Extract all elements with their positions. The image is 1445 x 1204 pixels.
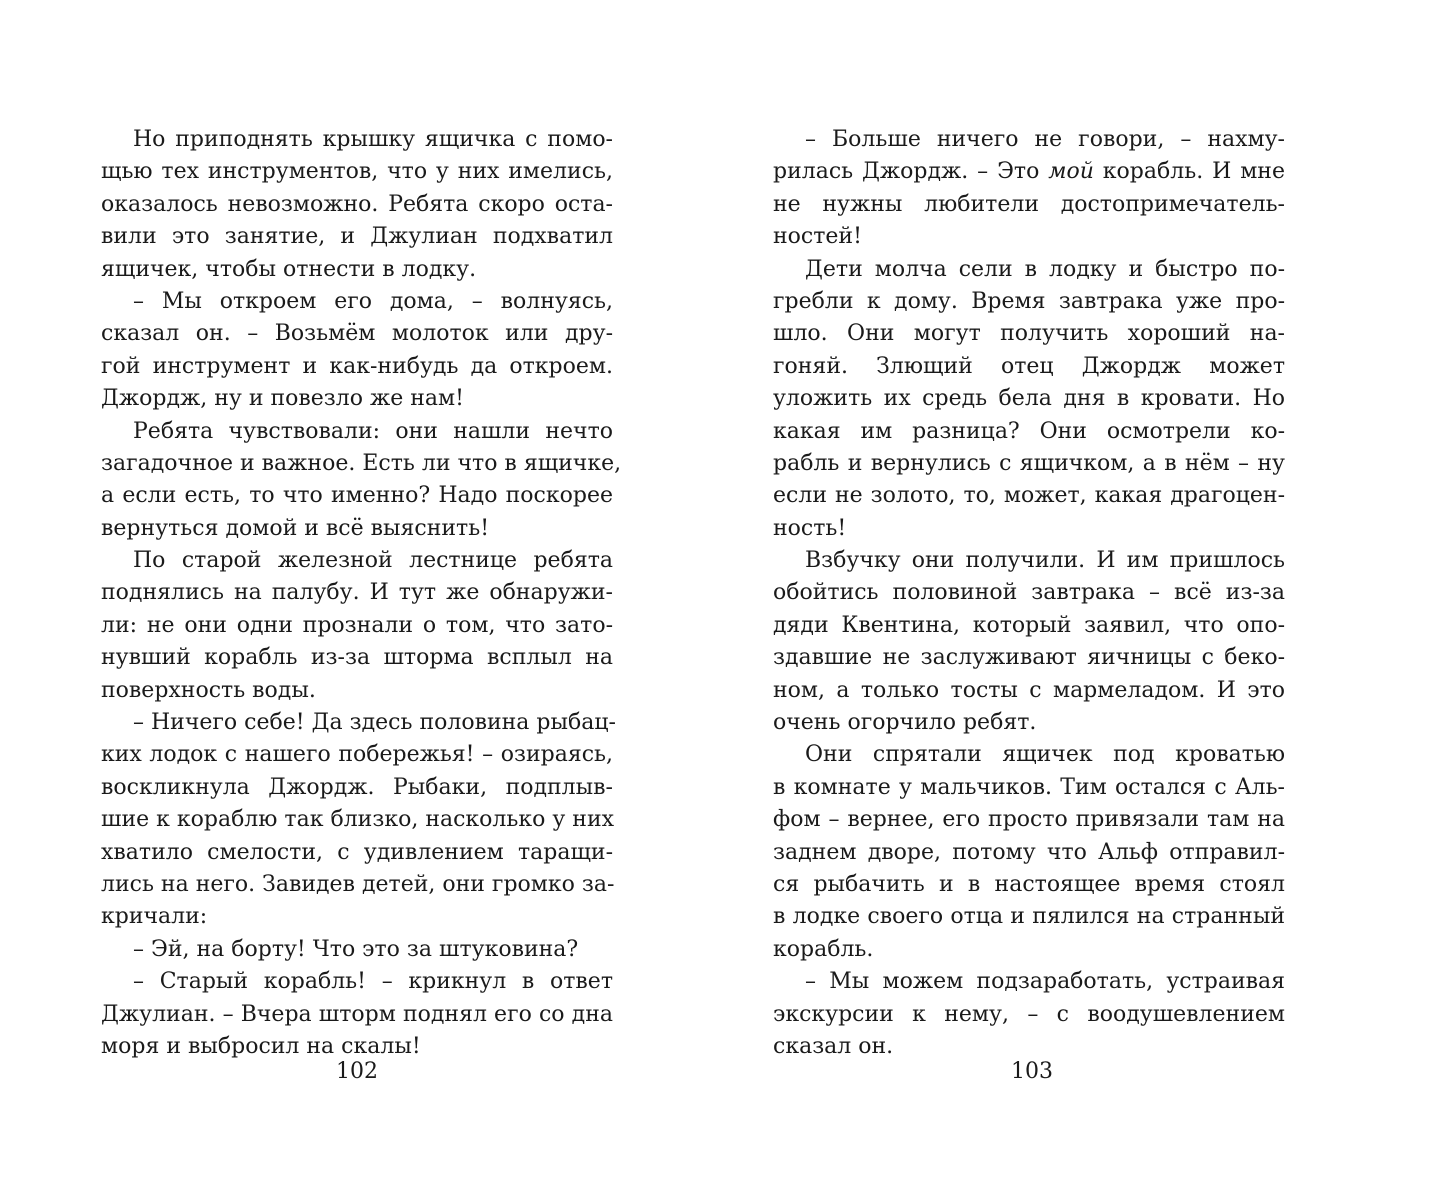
text-line: – Мы откроем его дома, – волнуясь, [133, 288, 613, 314]
text-line: корабль. [773, 936, 874, 962]
text-line: ностей! [773, 224, 862, 250]
text-line: шло. Они могут получить хороший на- [773, 321, 1285, 347]
text-line: загадочное и важное. Есть ли что в ящичке, [101, 450, 622, 476]
text-line: ких лодок с нашего побережья! – озираясь, [101, 742, 613, 768]
text-line: нувший корабль из-за шторма всплыл на [101, 645, 613, 671]
text-line: – Больше ничего не говори, – нахму- [805, 127, 1285, 152]
text-line: гой инструмент и как-нибудь да откроем. [101, 353, 613, 379]
text-segment: рилась Джордж. – Это [773, 159, 1049, 185]
text-line: в лодке своего отца и пялился на странный [773, 904, 1285, 930]
text-line: обойтись половиной завтрака – всё из-за [773, 580, 1285, 606]
text-line: поднялись на палубу. И тут же обнаружи- [101, 580, 613, 606]
text-line: – Мы можем подзаработать, устраивая [805, 969, 1285, 995]
text-line: вернуться домой и всё выяснить! [101, 515, 490, 541]
text-line: оказалось невозможно. Ребята скоро оста- [101, 191, 613, 217]
text-line: гребли к дому. Время завтрака уже про- [773, 288, 1285, 314]
text-line: Джулиан. – Вчера шторм поднял его со дна [101, 1001, 613, 1027]
text-line: воскликнула Джордж. Рыбаки, подплыв- [101, 774, 613, 800]
text-line: рабль и вернулись с ящичком, а в нём – ну [773, 450, 1285, 476]
text-line [773, 156, 1285, 188]
text-line: шие к кораблю так близко, насколько у них [101, 807, 615, 833]
text-line: не нужны любители достопримечатель- [773, 191, 1285, 217]
text-line: Они спрятали ящичек под кроватью [805, 742, 1285, 768]
text-line: Джордж, ну и повезло же нам! [101, 386, 464, 412]
text-line: фом – вернее, его просто привязали там на [773, 807, 1285, 833]
page-number-right: 103 [1011, 1059, 1053, 1084]
text-line: в комнате у мальчиков. Тим остался с Аль- [773, 774, 1285, 800]
text-line: Но приподнять крышку ящичка с помо- [133, 127, 613, 152]
text-line: дяди Квентина, который заявил, что опо- [773, 612, 1285, 638]
text-line: очень огорчило ребят. [773, 710, 1037, 736]
text-line: кричали: [101, 904, 208, 930]
text-line: – Ничего себе! Да здесь половина рыбац- [133, 710, 616, 736]
text-line: если не золото, то, может, какая драгоцен- [773, 483, 1285, 509]
text-line: поверхность воды. [101, 677, 316, 703]
text-line: вили это занятие, и Джулиан подхватил [101, 224, 613, 250]
text-line: хватило смелости, с удивлением таращи- [101, 839, 613, 865]
text-line: сказал он. [773, 1033, 894, 1059]
text-line: ся рыбачить и в настоящее время стоял [773, 871, 1285, 897]
right-page [773, 124, 1285, 1063]
text-line: уложить их средь бела дня в кровати. Но [773, 386, 1285, 412]
page-number-left: 102 [336, 1059, 378, 1084]
text-line: Дети молча сели в лодку и быстро по- [805, 256, 1285, 282]
text-line: Ребята чувствовали: они нашли нечто [133, 418, 613, 444]
text-line: – Старый корабль! – крикнул в ответ [133, 969, 613, 995]
text-line: экскурсии к нему, – с воодушевлением [773, 1001, 1285, 1027]
text-line: Взбучку они получили. И им пришлось [805, 548, 1285, 574]
text-line: По старой железной лестнице ребята [133, 548, 613, 574]
text-line: лись на него. Завидев детей, они громко за- [101, 871, 615, 897]
text-line: ном, а только тосты с мармеладом. И это [773, 677, 1285, 703]
text-line: ность! [773, 515, 847, 541]
text-line: какая им разница? Они осмотрели ко- [773, 418, 1285, 444]
text-line: ящичек, чтобы отнести в лодку. [101, 256, 477, 282]
text-segment: корабль. И мне [1093, 159, 1285, 185]
text-line: моря и выбросил на скалы! [101, 1033, 421, 1059]
text-line: – Эй, на борту! Что это за штуковина? [133, 936, 579, 962]
text-line: гоняй. Злющий отец Джордж может [773, 353, 1285, 379]
text-line: ли: не они одни прознали о том, что зато- [101, 612, 613, 638]
left-page [101, 124, 622, 1063]
text-line: заднем дворе, потому что Альф отправил- [773, 839, 1285, 865]
emphasis-word: мой [1048, 159, 1094, 185]
text-line: щью тех инструментов, что у них имелись, [101, 159, 613, 185]
text-line: сказал он. – Возьмём молоток или дру- [101, 321, 613, 347]
text-line: а если есть, то что именно? Надо поскорее [101, 483, 613, 509]
text-line: здавшие не заслуживают яичницы с беко- [773, 645, 1285, 671]
